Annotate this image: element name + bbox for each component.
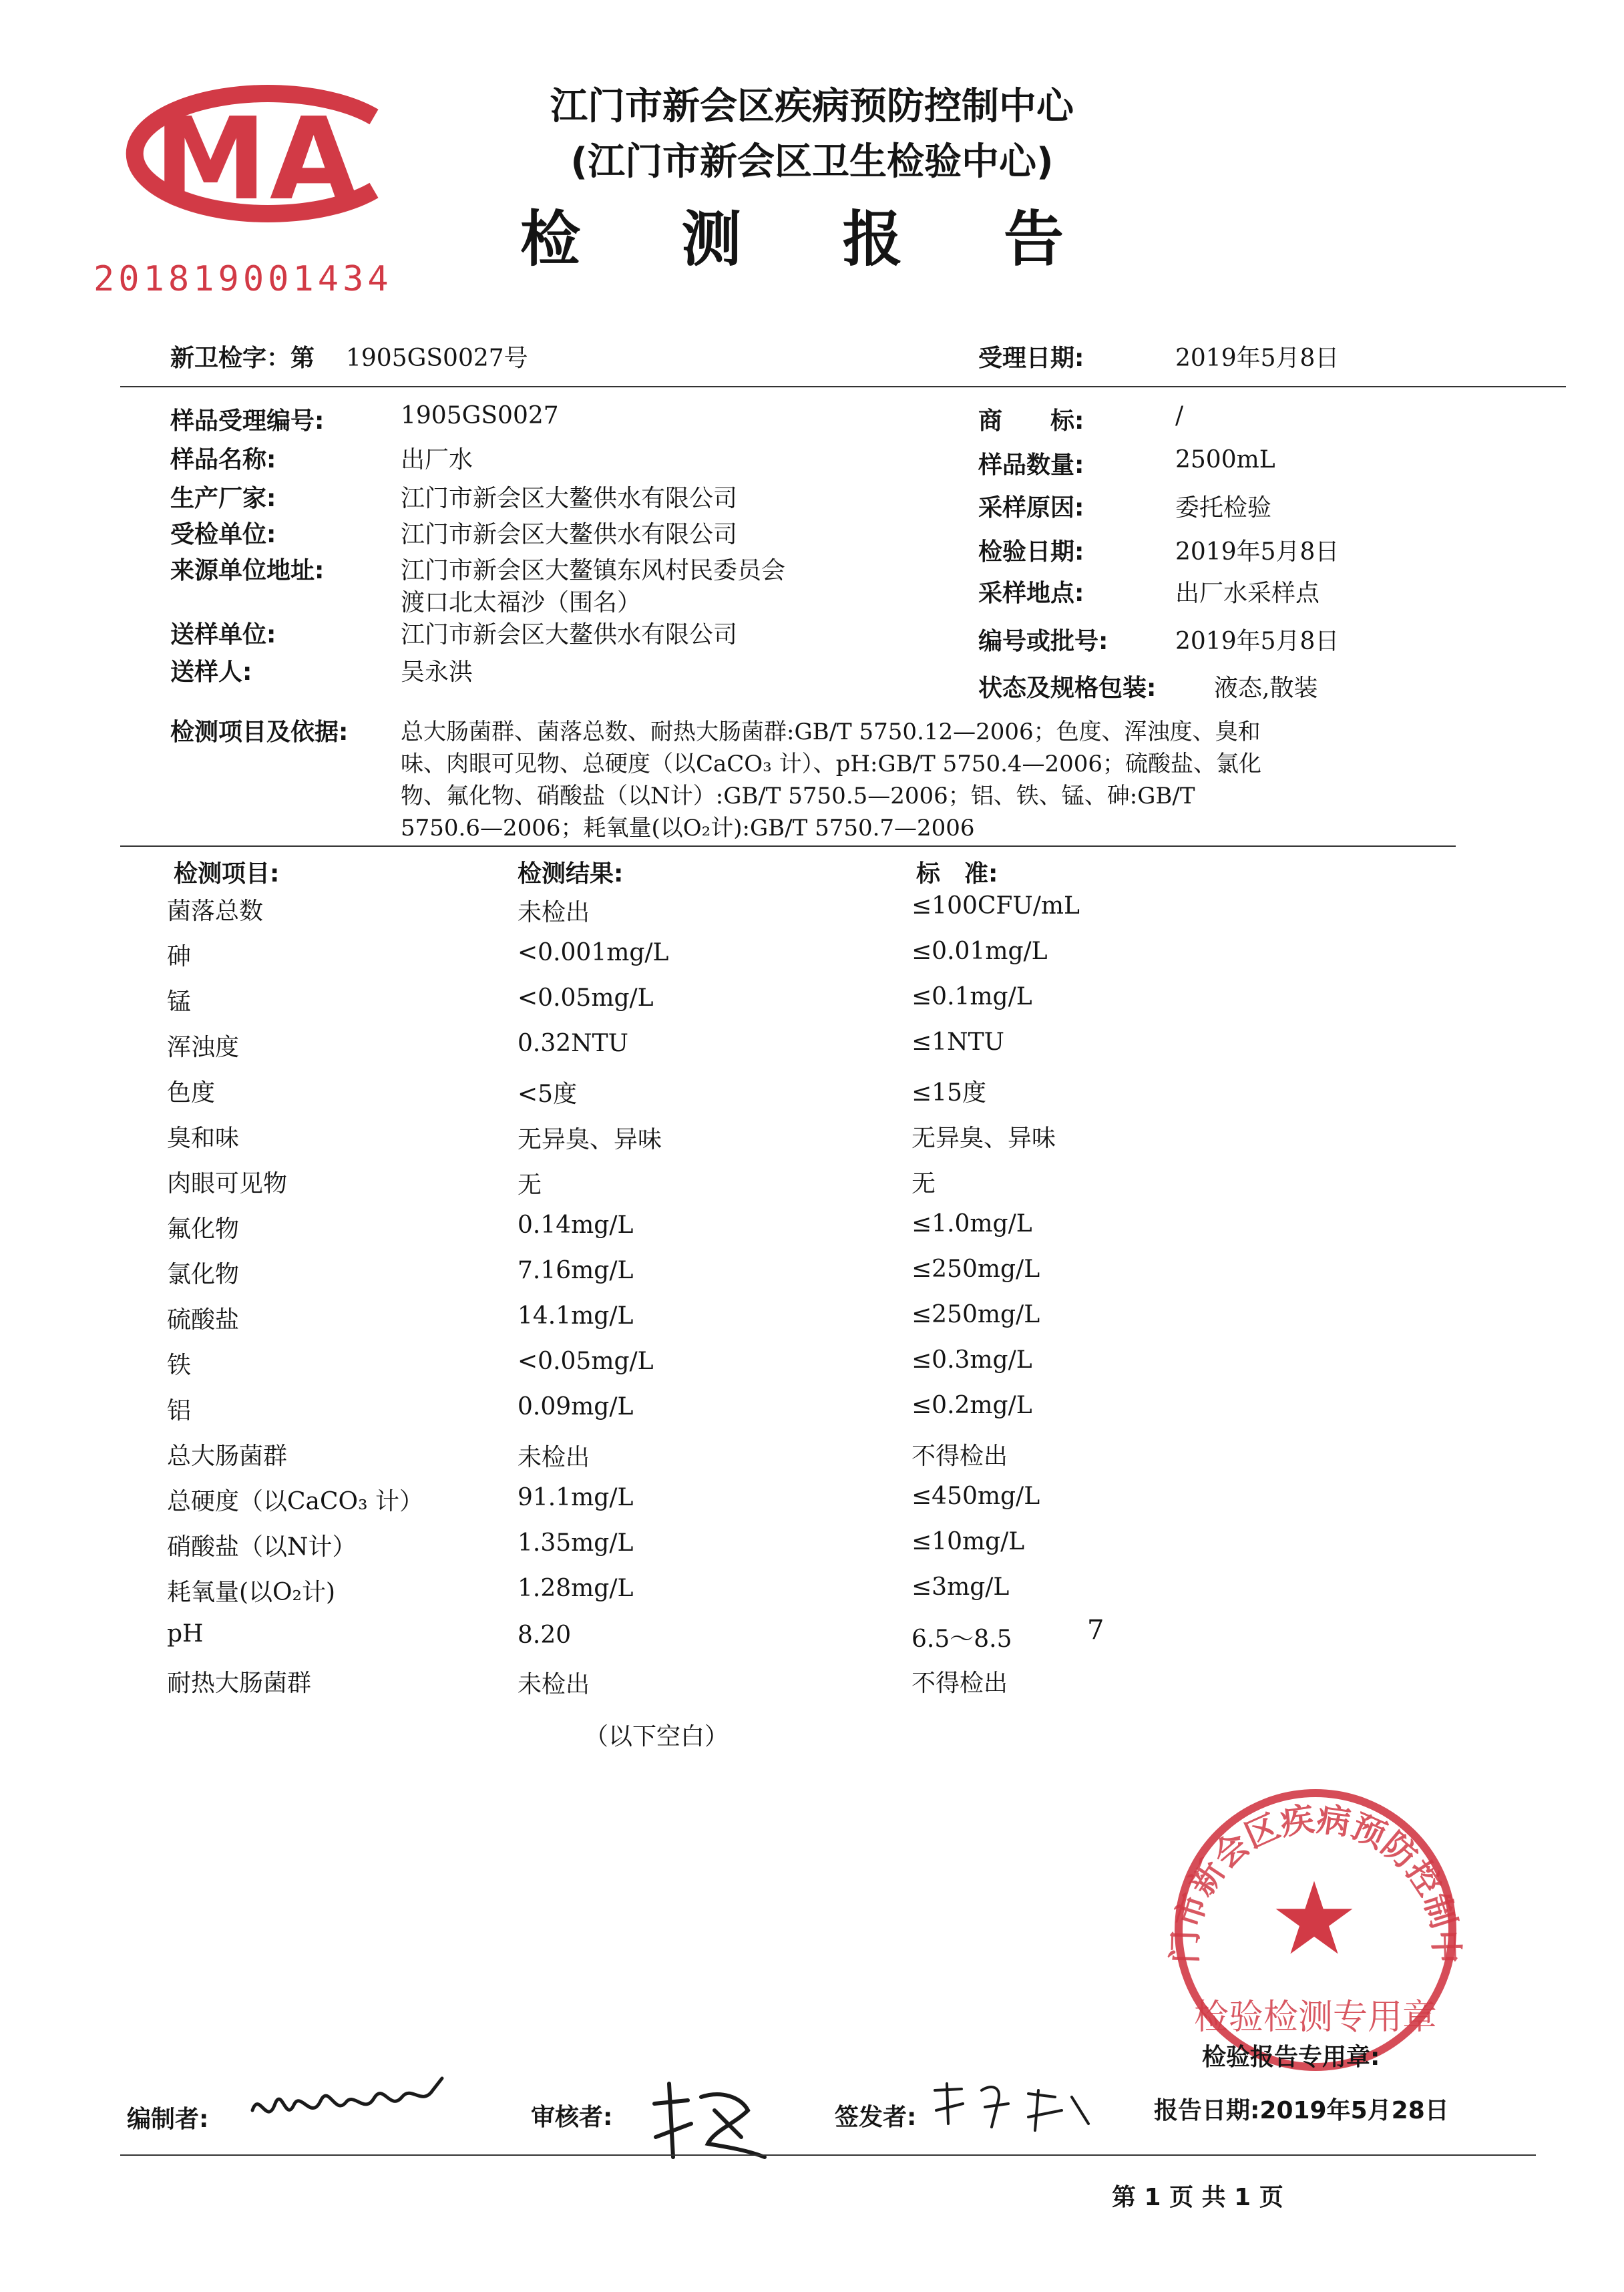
basis-line: 味、肉眼可见物、总硬度（以CaCO₃ 计）、pH:GB/T 5750.4—2006；硫酸盐、氯化 <box>401 751 1262 777</box>
row-result: 7.16mg/L <box>518 1257 634 1284</box>
col-header-item: 检测项目: <box>174 860 280 888</box>
sample-name-value: 出厂水 <box>401 446 473 473</box>
row-item: 硝酸盐（以N计） <box>167 1533 357 1561</box>
batch-no-value: 2019年5月8日 <box>1175 628 1340 655</box>
sender-person-label: 送样人: <box>170 658 252 686</box>
row-item: 浑浊度 <box>167 1034 240 1061</box>
row-result: 无 <box>518 1171 542 1199</box>
row-standard: 不得检出 <box>911 1670 1008 1697</box>
row-standard: ≤0.1mg/L <box>911 983 1032 1010</box>
row-standard: ≤1.0mg/L <box>911 1210 1032 1237</box>
editor-label: 编制者: <box>127 2106 209 2133</box>
editor-signature <box>247 2064 447 2137</box>
basis-label: 检测项目及依据: <box>170 719 349 746</box>
sample-id-label: 样品受理编号: <box>170 407 325 435</box>
row-standard: ≤250mg/L <box>911 1256 1040 1283</box>
basis-line: 物、氟化物、硝酸盐（以N计）:GB/T 5750.5—2006；铝、铁、锰、砷:GB/T <box>401 783 1195 809</box>
report-title: 检 测 报 告 <box>520 204 1104 274</box>
row-standard: 无 <box>911 1170 936 1197</box>
report-date: 报告日期:2019年5月28日 <box>1154 2097 1449 2124</box>
row-standard: ≤100CFU/mL <box>911 892 1080 920</box>
trademark-label: 商 标: <box>978 407 1084 435</box>
row-item: pH <box>167 1620 204 1648</box>
row-result: <5度 <box>518 1081 578 1108</box>
blank-note: （以下空白） <box>584 1723 729 1750</box>
report-no-value: 1905GS0027号 <box>346 345 528 372</box>
row-result: 8.20 <box>518 1621 572 1649</box>
sample-id-value: 1905GS0027 <box>401 402 559 429</box>
row-result: 未检出 <box>518 1671 590 1698</box>
row-standard: 无异臭、异味 <box>911 1125 1056 1152</box>
row-item: 硫酸盐 <box>167 1306 240 1334</box>
sampling-site-value: 出厂水采样点 <box>1175 580 1320 607</box>
row-result: 91.1mg/L <box>518 1484 634 1511</box>
row-item: 总大肠菌群 <box>167 1443 288 1470</box>
svg-text:MA: MA <box>154 93 361 226</box>
reviewer-label: 审核者: <box>531 2104 613 2131</box>
row-standard: 6.5～8.5 <box>911 1626 1012 1653</box>
sample-name-label: 样品名称: <box>170 446 276 473</box>
margin-mark: 7 <box>1087 1615 1104 1646</box>
official-seal <box>1155 1783 1476 2077</box>
row-result: 0.32NTU <box>518 1030 629 1057</box>
source-address-value: 江门市新会区大鳌镇东风村民委员会 <box>401 557 786 584</box>
batch-no-label: 编号或批号: <box>978 628 1108 655</box>
row-standard: ≤0.3mg/L <box>911 1346 1032 1374</box>
inspected-unit-label: 受检单位: <box>170 521 276 548</box>
svg-text:江门市新会区疾病预防控制中心: 门市新会区疾病预防控制中 <box>1165 1799 1466 1964</box>
row-result: <0.05mg/L <box>518 1348 654 1375</box>
row-result: <0.001mg/L <box>518 939 669 966</box>
svg-text:★: ★ <box>1269 1861 1360 1977</box>
sample-qty-label: 样品数量: <box>978 451 1084 479</box>
row-result: 14.1mg/L <box>518 1302 634 1330</box>
sender-person-value: 吴永洪 <box>401 658 473 686</box>
row-standard: ≤450mg/L <box>911 1483 1040 1510</box>
divider <box>120 2154 1536 2156</box>
org-subtitle: (江门市新会区卫生检验中心) <box>570 140 1054 184</box>
issuer-signature <box>928 2070 1102 2144</box>
row-result: 1.35mg/L <box>518 1529 634 1557</box>
row-result: 无异臭、异味 <box>518 1126 662 1153</box>
report-no-label: 新卫检字：第 <box>170 345 315 372</box>
row-item: 砷 <box>167 943 192 970</box>
sampling-site-label: 采样地点: <box>978 580 1084 607</box>
row-standard: ≤10mg/L <box>911 1528 1025 1555</box>
accept-date-value: 2019年5月8日 <box>1175 345 1340 372</box>
row-result: 1.28mg/L <box>518 1575 634 1602</box>
sampling-reason-value: 委托检验 <box>1175 494 1272 522</box>
row-item: 耗氧量(以O₂计) <box>167 1579 336 1606</box>
row-result: 未检出 <box>518 1444 590 1471</box>
manufacturer-label: 生产厂家: <box>170 485 276 512</box>
sender-unit-label: 送样单位: <box>170 621 276 648</box>
sample-qty-value: 2500mL <box>1175 446 1275 473</box>
row-standard: ≤250mg/L <box>911 1301 1040 1328</box>
row-result: 0.14mg/L <box>518 1211 634 1239</box>
row-result: 未检出 <box>518 899 590 926</box>
row-item: 总硬度（以CaCO₃ 计） <box>167 1488 423 1515</box>
row-standard: 不得检出 <box>911 1443 1008 1470</box>
source-address-line2: 渡口北太福沙（围名） <box>401 589 642 616</box>
sender-unit-value: 江门市新会区大鳌供水有限公司 <box>401 621 738 648</box>
seal-label: 检验报告专用章: <box>1202 2044 1380 2071</box>
row-standard: ≤15度 <box>911 1079 986 1107</box>
state-packaging-value: 液态,散装 <box>1214 675 1318 702</box>
issuer-label: 签发者: <box>835 2104 917 2131</box>
row-item: 铝 <box>167 1397 192 1424</box>
row-standard: ≤0.01mg/L <box>911 938 1048 965</box>
test-date-value: 2019年5月8日 <box>1175 538 1340 566</box>
row-item: 菌落总数 <box>167 898 264 925</box>
source-address-label: 来源单位地址: <box>170 557 325 584</box>
row-item: 肉眼可见物 <box>167 1170 288 1197</box>
manufacturer-value: 江门市新会区大鳌供水有限公司 <box>401 485 738 512</box>
row-result: 0.09mg/L <box>518 1393 634 1420</box>
row-item: 臭和味 <box>167 1125 240 1152</box>
row-standard: ≤0.2mg/L <box>911 1392 1032 1419</box>
trademark-value: / <box>1175 402 1184 429</box>
divider <box>120 845 1456 847</box>
col-header-result: 检测结果: <box>518 860 624 888</box>
row-result: <0.05mg/L <box>518 984 654 1012</box>
row-standard: ≤3mg/L <box>911 1573 1010 1601</box>
col-header-standard: 标 准: <box>916 860 998 888</box>
test-date-label: 检验日期: <box>978 538 1084 566</box>
basis-line: 5750.6—2006；耗氧量(以O₂计):GB/T 5750.7—2006 <box>401 815 975 841</box>
divider <box>120 386 1566 387</box>
svg-text:检验检测专用章: 检验检测专用章 <box>1193 1997 1438 2038</box>
cma-number: 201819001434 <box>93 259 393 299</box>
row-item: 铁 <box>167 1352 192 1379</box>
basis-line: 总大肠菌群、菌落总数、耐热大肠菌群:GB/T 5750.12—2006；色度、浑浊度、臭和 <box>401 719 1261 745</box>
accept-date-label: 受理日期: <box>978 345 1084 372</box>
org-title: 江门市新会区疾病预防控制中心 <box>550 85 1074 128</box>
sampling-reason-label: 采样原因: <box>978 494 1084 522</box>
row-item: 氯化物 <box>167 1261 240 1288</box>
row-item: 氟化物 <box>167 1215 240 1243</box>
row-item: 耐热大肠菌群 <box>167 1670 312 1697</box>
inspected-unit-value: 江门市新会区大鳌供水有限公司 <box>401 521 738 548</box>
row-standard: ≤1NTU <box>911 1028 1004 1056</box>
row-item: 锰 <box>167 988 192 1016</box>
state-packaging-label: 状态及规格包装: <box>978 675 1157 702</box>
row-item: 色度 <box>167 1079 216 1107</box>
page-number: 第 1 页 共 1 页 <box>1112 2184 1283 2211</box>
